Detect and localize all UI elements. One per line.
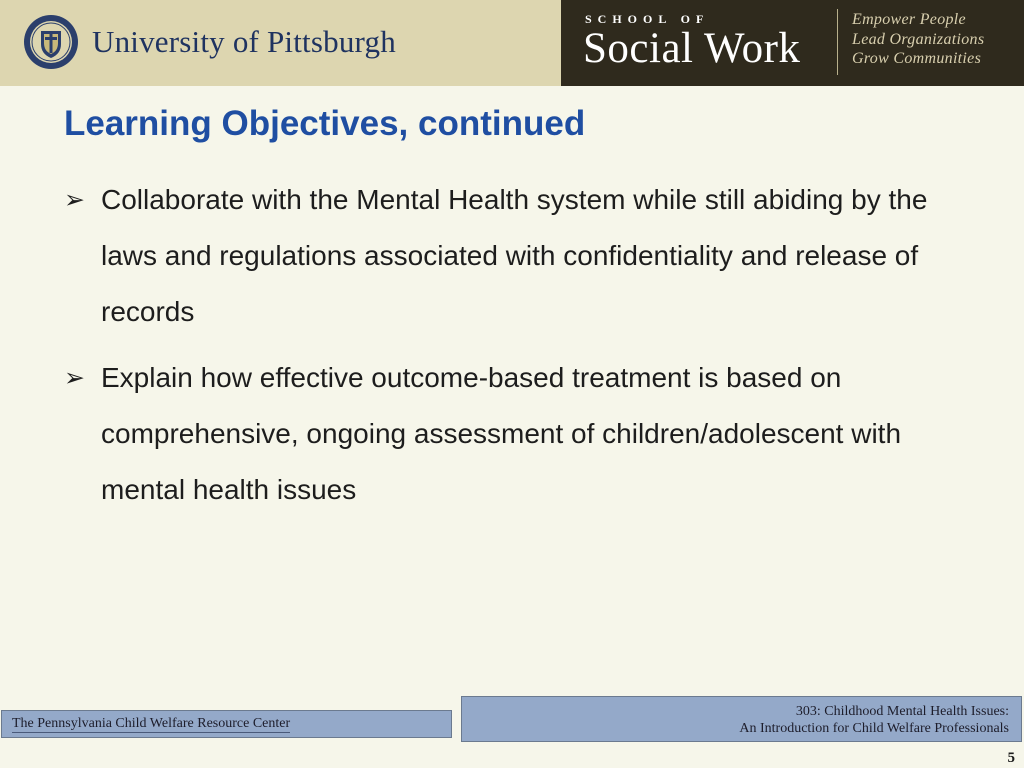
pitt-logo-area bbox=[0, 0, 561, 86]
list-item bbox=[60, 350, 980, 518]
tagline: Grow Communities bbox=[852, 50, 982, 67]
page-number: 5 bbox=[1007, 750, 1015, 766]
tagline: Empower People bbox=[852, 11, 966, 28]
organization-name: The Pennsylvania Child Welfare Resource Center bbox=[12, 716, 291, 731]
header-banner bbox=[0, 0, 1024, 86]
university-name: University of Pittsburgh bbox=[92, 24, 396, 59]
objectives-list bbox=[60, 172, 980, 528]
list-item bbox=[60, 172, 980, 340]
school-of-label: SCHOOL OF bbox=[585, 12, 710, 26]
slide-title: Learning Objectives, continued bbox=[64, 104, 586, 143]
tagline: Lead Organizations bbox=[852, 31, 985, 48]
course-title-line: 303: Childhood Mental Health Issues: bbox=[795, 704, 1009, 719]
university-seal-icon bbox=[23, 14, 79, 70]
arrowhead-bullet-icon: ➢ bbox=[64, 186, 85, 214]
list-item-text: Explain how effective outcome-based treatment is based on comprehensive, ongoing assessment of children/adolescent with mental health issues bbox=[101, 362, 902, 505]
arrowhead-bullet-icon: ➢ bbox=[64, 364, 85, 392]
logo-divider bbox=[837, 9, 838, 75]
footer-course-info bbox=[461, 696, 1022, 742]
list-item-text: Collaborate with the Mental Health system while still abiding by the laws and regulations associated with confidentiality and release of records bbox=[101, 184, 928, 327]
school-name: Social Work bbox=[583, 25, 801, 72]
footer-organization bbox=[1, 710, 452, 738]
course-subtitle-line: An Introduction for Child Welfare Professionals bbox=[739, 721, 1009, 736]
social-work-logo-area bbox=[561, 0, 1024, 86]
